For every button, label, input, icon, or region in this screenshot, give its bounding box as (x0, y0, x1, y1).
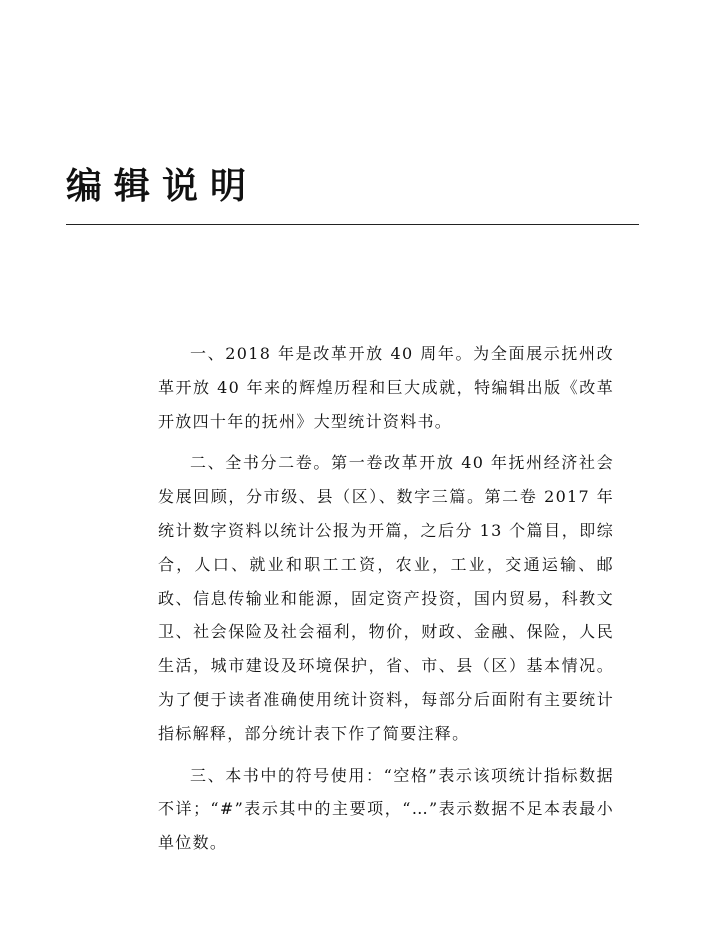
body-text (158, 337, 614, 868)
page-title: 编辑说明 (66, 166, 259, 207)
paragraph-3: 三、本书中的符号使用：“空格”表示该项统计指标数据不详；“#”表示其中的主要项，“…”表示数据不足本表最小单位数。 (158, 765, 614, 853)
paragraph-2: 二、全书分二卷。第一卷改革开放 40 年抚州经济社会发展回顾，分市级、县（区）、数字三篇。第二卷 2017 年统计数字资料以统计公报为开篇，之后分 13 个篇目，即综合，人口、就业和职工工资，农业，工业，交通运输、邮政、信息传输业和能源，固定资产投资，国内贸易，科教文卫、社会保险及社会福利，物价，财政、金融、保险，人民生活，城市建设及环境保护，省、市、县（区）基本情况。为了便于读者准确使用统计资料，每部分后面附有主要统计指标解释，部分统计表下作了简要注释。 (158, 453, 614, 743)
paragraph-1: 一、2018 年是改革开放 40 周年。为全面展示抚州改革开放 40 年来的辉煌历程和巨大成就，特编辑出版《改革开放四十年的抚州》大型统计资料书。 (158, 344, 614, 431)
title-divider (66, 224, 639, 225)
